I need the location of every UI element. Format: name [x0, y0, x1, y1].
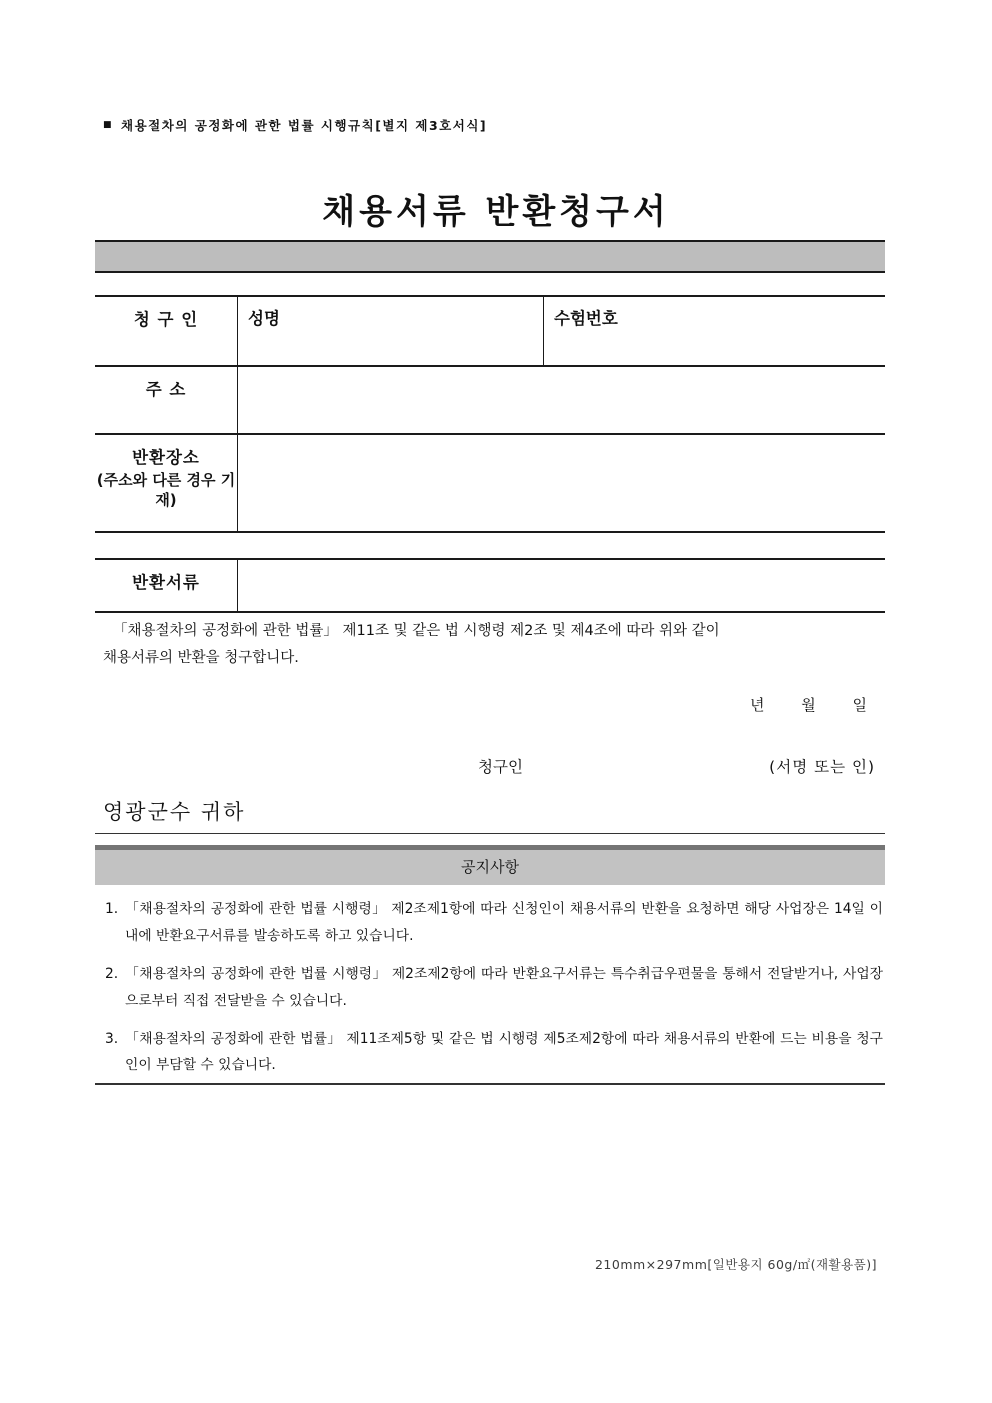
signature-or-seal-note: (서명 또는 인)	[769, 758, 875, 776]
statement-line-2: 채용서류의 반환을 청구합니다.	[103, 649, 299, 666]
notice-item-2	[95, 961, 885, 1015]
regulation-note-text: 채용절차의 공정화에 관한 법률 시행규칙[별지 제3호서식]	[121, 118, 488, 133]
notice-item-1	[95, 896, 885, 950]
notice-item-3	[95, 1026, 885, 1080]
notice-item-2-number: 2.	[105, 965, 119, 982]
gray-divider-band	[95, 240, 885, 273]
page-title: 채용서류 반환청구서	[322, 192, 670, 232]
form-regulation-note	[103, 116, 487, 134]
return-docs-label: 반환서류	[95, 560, 238, 611]
addressee: 영광군수 귀하	[103, 800, 246, 824]
notice-item-2-text: 「채용절차의 공정화에 관한 법률 시행령」 제2조제2항에 따라 반환요구서류는 특수취급우편물을 통해서 전달받거나, 사업장으로부터 직접 전달받을 수 있습니다.	[125, 965, 883, 1009]
exam-number-field[interactable]	[544, 297, 885, 365]
exam-number-label: 수험번호	[554, 309, 618, 328]
notice-item-1-text: 「채용절차의 공정화에 관한 법률 시행령」 제2조제1항에 따라 신청인이 채용서류의 반환을 요청하면 해당 사업장은 14일 이내에 반환요구서류를 발송하도록 하고 있습니다.	[125, 901, 883, 944]
return-docs-value[interactable]	[238, 560, 885, 611]
table-row-applicant	[95, 295, 885, 365]
notice-item-3-text: 「채용절차의 공정화에 관한 법률」 제11조제5항 및 같은 법 시행령 제5조제2항에 따라 채용서류의 반환에 드는 비용을 청구인이 부담할 수 있습니다.	[125, 1030, 883, 1074]
notice-list	[95, 896, 885, 1090]
date-line	[95, 694, 885, 715]
table-row-return-place	[95, 433, 885, 533]
name-label: 성명	[248, 309, 280, 328]
year-label: 년	[749, 696, 765, 714]
table-row-address	[95, 365, 885, 433]
name-field[interactable]	[238, 297, 544, 365]
return-place-label-text: 반환장소	[132, 448, 200, 467]
notice-header-bar: 공지사항	[95, 845, 885, 885]
square-bullet-icon: ■	[103, 120, 114, 130]
address-value[interactable]	[238, 367, 885, 433]
signature-line	[95, 755, 885, 779]
signer-label: 청구인	[478, 758, 523, 776]
month-label: 월	[801, 696, 816, 714]
divider-rule	[95, 833, 885, 834]
paper-spec-note: 210mm×297mm[일반용지 60g/㎡(재활용품)]	[594, 1257, 877, 1272]
return-docs-table	[95, 558, 885, 613]
return-place-note: (주소와 다른 경우 기재)	[96, 471, 236, 510]
day-label: 일	[852, 696, 867, 714]
request-statement	[103, 618, 883, 672]
applicant-info-table	[95, 295, 885, 533]
return-place-label	[95, 435, 238, 531]
notice-item-3-number: 3.	[105, 1030, 119, 1047]
applicant-label: 청 구 인	[95, 297, 238, 365]
table-row-return-docs	[95, 558, 885, 613]
statement-line-1: 「채용절차의 공정화에 관한 법률」 제11조 및 같은 법 시행령 제2조 및 제4조에 따라 위와 같이	[113, 623, 720, 639]
notice-item-1-number: 1.	[105, 901, 119, 917]
notice-bottom-rule	[95, 1083, 885, 1085]
address-label: 주 소	[95, 367, 238, 433]
return-place-value[interactable]	[238, 435, 885, 531]
